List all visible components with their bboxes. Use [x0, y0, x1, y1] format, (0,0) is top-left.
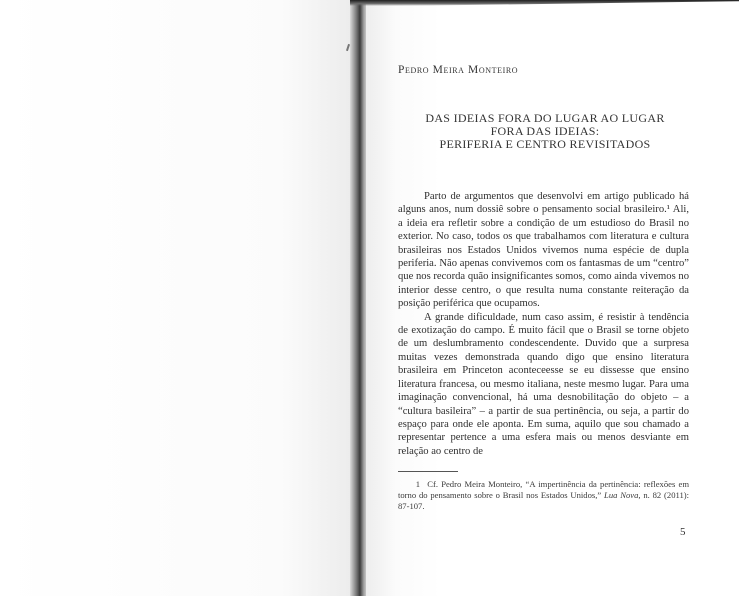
footnote-details: n. 82 (2011): 87-107. — [398, 490, 690, 511]
title-line-1: DAS IDEIAS FORA DO LUGAR AO LUGAR — [425, 111, 665, 125]
footnote — [398, 479, 689, 512]
title-line-2: FORA DAS IDEIAS: — [490, 124, 600, 138]
page-number: 5 — [680, 526, 686, 538]
chapter-title — [400, 112, 690, 151]
footnote-article: “A impertinência da pertinência: reflexões em torno do pensamento sobre o Brasil nos Estados Unidos,” — [398, 479, 690, 500]
paragraph-2: A grande dificuldade, num caso assim, é resistir à tendência de exotização do campo. É muito fácil que o Brasil se torne objeto de um deslumbramento condescendente. Duvido que a surpresa muitas vezes demonstrada quando digo que ensino literatura brasileira em Princeton aconteceesse se eu dissesse que ensino literatura francesa, ou mesmo italiana, neste mesmo lugar. Para uma imaginação convencional, há uma desnobilitação do objeto – a “cultura basileira” – a partir de sua pertinência, ou seja, a partir do espaço para onde ele aponta. Em suma, aquilo que sou chamado a representar pertence a uma esfera mais ou menos desviante em relação ao centro de — [398, 311, 689, 457]
footnote-rule — [398, 471, 458, 472]
footnote-author: Pedro Meira Monteiro, — [441, 479, 523, 489]
body-text — [398, 190, 689, 458]
left-page-blank — [0, 0, 352, 596]
title-line-3: PERIFERIA E CENTRO REVISITADOS — [439, 137, 651, 151]
footnote-journal: Lua Nova, — [604, 490, 641, 500]
paragraph-1: Parto de argumentos que desenvolvi em artigo publicado há alguns anos, num dossiê sobre o pensamento social brasileiro.¹ Ali, a ideia era refletir sobre a condição de um estudioso do Brasil no exterior. No caso, todos os que trabalhamos com literatura e cultura brasileiras nos Estados Unidos vivemos numa espécie de dupla periferia. Não apenas convivemos com os fantasmas de um “centro” que nos recorda quão insignificantes somos, como ainda vivemos no interior desse centro, o que resulta numa constante reiteração da posição periférica que ocupamos. — [398, 191, 689, 310]
running-head: Pedro Meira Monteiro — [398, 64, 519, 76]
footnote-number: 1 — [415, 479, 420, 489]
footnote-cf: Cf. — [427, 479, 438, 489]
